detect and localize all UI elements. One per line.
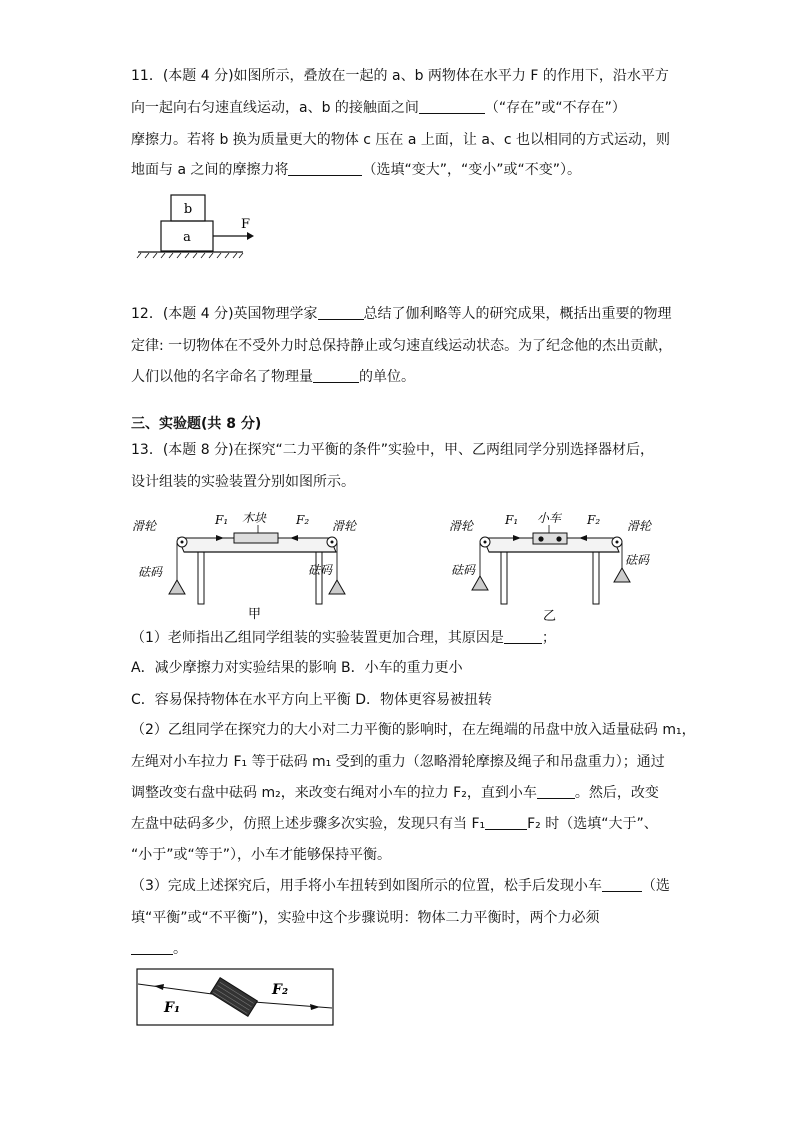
q13-blank-2[interactable] <box>537 784 575 799</box>
q13-part2-line-4 <box>131 814 658 834</box>
section-3-heading: 三、实验题(共 8 分) <box>131 416 262 432</box>
q13-figure-jia <box>130 508 357 622</box>
q13-blank-1[interactable] <box>504 629 542 644</box>
pulley-right-label: 滑轮 <box>627 519 652 533</box>
q12-blank-1[interactable] <box>318 305 364 320</box>
q13-options-cd: C．容易保持物体在水平方向上平衡 D．物体更容易被扭转 <box>131 692 493 708</box>
q12-text: 人们以他的名字命名了物理量 <box>131 369 313 385</box>
q13-text: 左盘中砝码多少，仿照上述步骤多次实验，发现只有当 F₁ <box>131 816 486 832</box>
q13-part2-line-1: （2）乙组同学在探究力的大小对二力平衡的影响时，在左绳端的吊盘中放入适量砝码 m₁， <box>131 722 696 738</box>
q13-part3-line-2: 填“平衡”或“不平衡”)，实验中这个步骤说明：物体二力平衡时，两个力必须 <box>131 910 600 926</box>
q11-text: 地面与 a 之间的摩擦力将 <box>131 162 289 178</box>
q12-text: 总结了伽利略等人的研究成果，概括出重要的物理 <box>363 306 672 322</box>
wood-block <box>234 533 278 543</box>
q13-text: 。 <box>173 941 187 957</box>
q13-figure-yi <box>447 508 667 624</box>
weight-right-label: 砝码 <box>625 553 650 567</box>
cart-label: 小车 <box>537 511 562 525</box>
block-a-label: a <box>183 230 191 245</box>
weight-right-label: 砝码 <box>308 563 333 577</box>
q11-text: 向一起向右匀速直线运动，a、b 的接触面之间 <box>131 100 419 116</box>
q12-line-1 <box>131 304 672 324</box>
q13-text: （3）完成上述探究后，用手将小车扭转到如图所示的位置，松手后发现小车 <box>131 878 602 894</box>
q13-figure-twisted-cart <box>136 968 334 1026</box>
figure-yi-caption: 乙 <box>543 609 557 624</box>
force-F1-label: F₁ <box>164 1000 181 1016</box>
twisted-cart <box>211 978 258 1017</box>
pulley-left-label: 滑轮 <box>449 519 474 533</box>
q13-text: 。然后，改变 <box>574 785 659 801</box>
force-F1-label: F₁ <box>215 513 229 527</box>
q13-text: （1）老师指出乙组同学组装的实验装置更加合理，其原因是 <box>131 630 504 646</box>
q12-text: 12．(本题 4 分)英国物理学家 <box>131 306 318 322</box>
q13-part2-line-2: 左绳对小车拉力 F₁ 等于砝码 m₁ 受到的重力（忽略滑轮摩擦及绳子和吊盘重力）；通过 <box>131 754 665 770</box>
q12-blank-2[interactable] <box>313 368 359 383</box>
q13-line-2: 设计组装的实验装置分别如图所示。 <box>131 474 355 490</box>
small-cart <box>533 533 567 544</box>
pulley-left-label: 滑轮 <box>132 519 157 533</box>
weight-left-label: 砝码 <box>138 565 163 579</box>
q11-blank-2[interactable] <box>288 161 362 176</box>
weight-left-label: 砝码 <box>451 563 476 577</box>
force-F2-label: F₂ <box>296 513 310 527</box>
force-F-label: F <box>241 217 251 232</box>
q13-part1 <box>131 628 556 648</box>
q13-part2-line-5: “小于”或“等于”），小车才能够保持平衡。 <box>131 847 392 863</box>
wood-block-label: 木块 <box>242 511 267 525</box>
force-F1-label: F₁ <box>505 513 519 527</box>
weight-pan-right <box>329 580 345 594</box>
q11-line-4 <box>131 160 581 180</box>
q11-text: （选填“变大”，“变小”或“不变”）。 <box>362 162 582 178</box>
q11-line-2 <box>131 98 626 118</box>
q13-blank-4[interactable] <box>602 877 642 892</box>
q13-part3-line-3 <box>131 939 187 959</box>
q13-part3-line-1 <box>131 876 670 896</box>
weight-pan-right <box>614 568 630 582</box>
q13-options-ab: A．减少摩擦力对实验结果的影响 B．小车的重力更小 <box>131 660 463 676</box>
q13-text: （选 <box>641 878 670 894</box>
q13-text: F₂ 时（选填“大于”、 <box>527 816 658 832</box>
q12-line-3 <box>131 367 415 387</box>
q12-text: 的单位。 <box>359 369 415 385</box>
q11-blank-1[interactable] <box>419 99 485 114</box>
q13-part2-line-3 <box>131 783 659 803</box>
q13-blank-5[interactable] <box>131 940 173 955</box>
q11-line-1: 11．(本题 4 分)如图所示，叠放在一起的 a、b 两物体在水平力 F 的作用下，沿水平方 <box>131 68 669 84</box>
q11-figure-stacked-blocks <box>135 192 265 262</box>
force-F2-label: F₂ <box>587 513 601 527</box>
figure-jia-caption: 甲 <box>248 607 262 622</box>
weight-pan-left <box>169 580 185 594</box>
q11-line-3: 摩擦力。若将 b 换为质量更大的物体 c 压在 a 上面，让 a、c 也以相同的方式运动，则 <box>131 132 671 148</box>
q13-line-1: 13．(本题 8 分)在探究“二力平衡的条件”实验中，甲、乙两组同学分别选择器材后， <box>131 442 655 458</box>
weight-pan-left <box>472 576 488 590</box>
block-b-label: b <box>183 202 193 217</box>
q13-text: ； <box>541 630 556 646</box>
q12-line-2: 定律: 一切物体在不受外力时总保持静止或匀速直线运动状态。为了纪念他的杰出贡献， <box>131 338 673 354</box>
q11-text: （“存在”或“不存在”） <box>484 100 626 116</box>
q13-blank-3[interactable] <box>485 815 527 830</box>
pulley-right-label: 滑轮 <box>332 519 357 533</box>
q13-text: 调整改变右盘中砝码 m₂，来改变右绳对小车的拉力 F₂，直到小车 <box>131 785 537 801</box>
force-F2-label: F₂ <box>272 982 289 998</box>
